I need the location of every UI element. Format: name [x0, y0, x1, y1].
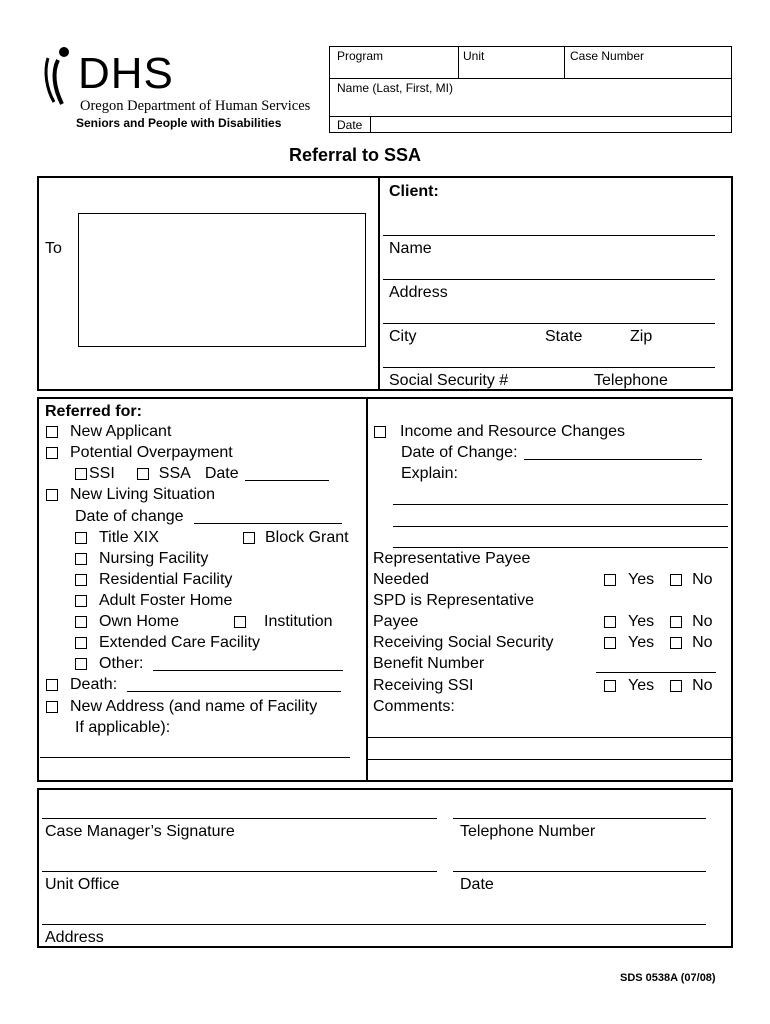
- comments-line-1[interactable]: [368, 737, 731, 738]
- no-label: No: [692, 676, 713, 694]
- new-address-label: New Address (and name of Facility: [70, 697, 318, 715]
- date-of-change-row: [75, 506, 342, 527]
- title-xix-label: Title XIX: [99, 528, 159, 546]
- office-address-input[interactable]: [42, 924, 706, 925]
- client-telephone-field[interactable]: Telephone: [594, 372, 668, 389]
- receiving-ssi-label: Receiving SSI: [373, 677, 474, 694]
- yes-label: Yes: [628, 676, 655, 694]
- other-label: Other:: [99, 654, 144, 672]
- own-home-checkbox[interactable]: [75, 616, 87, 628]
- receiving-ss-no-checkbox[interactable]: [670, 637, 682, 649]
- block-grant-option[interactable]: [243, 527, 349, 548]
- title-xix-checkbox[interactable]: [75, 532, 87, 544]
- extended-care-checkbox[interactable]: [75, 637, 87, 649]
- institution-label: Institution: [264, 612, 333, 630]
- overpayment-date-input[interactable]: [245, 466, 329, 481]
- if-applicable-label: If applicable):: [75, 719, 171, 736]
- client-city-field[interactable]: City: [389, 328, 417, 345]
- institution-checkbox[interactable]: [234, 616, 246, 628]
- yes-label: Yes: [628, 612, 655, 630]
- nursing-facility-label: Nursing Facility: [99, 549, 209, 567]
- client-address-field[interactable]: Address: [389, 284, 448, 301]
- income-changes-label: Income and Resource Changes: [400, 422, 626, 440]
- client-state-field[interactable]: State: [545, 328, 583, 345]
- case-manager-signature-label: Case Manager’s Signature: [45, 823, 235, 840]
- overpayment-date-label: Date: [204, 464, 239, 482]
- income-date-input[interactable]: [524, 445, 702, 460]
- ssa-checkbox[interactable]: [137, 468, 149, 480]
- to-label: To: [45, 240, 62, 257]
- block-grant-label: Block Grant: [265, 528, 349, 546]
- program-field[interactable]: Program: [337, 49, 384, 63]
- new-living-situation-checkbox[interactable]: [46, 489, 58, 501]
- potential-overpayment-checkbox[interactable]: [46, 447, 58, 459]
- form-title: Referral to SSA: [288, 145, 422, 165]
- death-label: Death:: [70, 675, 118, 693]
- death-option[interactable]: [46, 674, 341, 695]
- nursing-facility-option[interactable]: [75, 548, 208, 569]
- unit-office-label: Unit Office: [45, 876, 120, 893]
- ssi-checkbox[interactable]: [75, 468, 87, 480]
- spd-rep-label: SPD is Representative: [373, 592, 534, 609]
- receiving-ssi-no-checkbox[interactable]: [670, 680, 682, 692]
- rep-needed-yes-checkbox[interactable]: [604, 574, 616, 586]
- income-date-row: [401, 442, 702, 463]
- rep-needed-no-checkbox[interactable]: [670, 574, 682, 586]
- form-number: SDS 0538A (07/08): [620, 972, 716, 984]
- other-checkbox[interactable]: [75, 658, 87, 670]
- own-home-option[interactable]: [75, 611, 179, 632]
- receiving-ss-yes-checkbox[interactable]: [604, 637, 616, 649]
- signature-date-label: Date: [460, 876, 494, 893]
- comments-label: Comments:: [373, 698, 455, 715]
- unit-office-input[interactable]: [42, 871, 437, 872]
- date-field[interactable]: Date: [337, 118, 363, 132]
- rep-payee-label: Representative Payee: [373, 550, 531, 567]
- signature-date-input[interactable]: [453, 871, 706, 872]
- receiving-ssi-yes-checkbox[interactable]: [604, 680, 616, 692]
- spd-payee-yes-checkbox[interactable]: [604, 616, 616, 628]
- division-name: Seniors and People with Disabilities: [76, 116, 282, 130]
- telephone-number-input[interactable]: [453, 818, 706, 819]
- death-checkbox[interactable]: [46, 679, 58, 691]
- benefit-number-label: Benefit Number: [373, 655, 485, 672]
- income-changes-checkbox[interactable]: [374, 426, 386, 438]
- nursing-facility-checkbox[interactable]: [75, 553, 87, 565]
- needed-label: Needed: [373, 571, 430, 588]
- potential-overpayment-option[interactable]: [46, 442, 233, 463]
- no-label: No: [692, 633, 713, 651]
- explain-line-2[interactable]: [393, 526, 728, 527]
- to-address-box[interactable]: [78, 213, 366, 347]
- extended-care-option[interactable]: [75, 632, 260, 653]
- residential-facility-option[interactable]: [75, 569, 232, 590]
- name-field[interactable]: Name (Last, First, MI): [337, 81, 454, 95]
- new-applicant-label: New Applicant: [70, 422, 172, 440]
- income-date-label: Date of Change:: [401, 443, 518, 461]
- case-number-field[interactable]: Case Number: [570, 49, 645, 63]
- yes-label: Yes: [628, 633, 655, 651]
- client-name-field[interactable]: Name: [389, 240, 432, 257]
- client-zip-field[interactable]: Zip: [630, 328, 653, 345]
- benefit-number-input[interactable]: [596, 672, 716, 673]
- ssa-label: SSA: [158, 464, 191, 482]
- explain-label: Explain:: [401, 465, 458, 482]
- date-of-change-input[interactable]: [194, 509, 342, 524]
- new-address-checkbox[interactable]: [46, 701, 58, 713]
- new-living-situation-option[interactable]: [46, 484, 215, 505]
- new-living-situation-label: New Living Situation: [70, 485, 215, 503]
- own-home-label: Own Home: [99, 612, 180, 630]
- no-label: No: [692, 612, 713, 630]
- adult-foster-home-checkbox[interactable]: [75, 595, 87, 607]
- adult-foster-home-option[interactable]: [75, 590, 232, 611]
- office-address-label: Address: [45, 929, 104, 946]
- telephone-number-label: Telephone Number: [460, 823, 596, 840]
- department-name: Oregon Department of Human Services: [80, 98, 311, 114]
- residential-facility-label: Residential Facility: [99, 570, 233, 588]
- comments-line-2[interactable]: [368, 759, 731, 760]
- unit-field[interactable]: Unit: [463, 49, 485, 63]
- explain-line-1[interactable]: [393, 504, 728, 505]
- case-manager-signature-input[interactable]: [42, 818, 437, 819]
- client-label: Client:: [389, 183, 439, 200]
- extended-care-label: Extended Care Facility: [99, 633, 260, 651]
- residential-facility-checkbox[interactable]: [75, 574, 87, 586]
- title-xix-option[interactable]: [75, 527, 159, 548]
- block-grant-checkbox[interactable]: [243, 532, 255, 544]
- income-changes-option[interactable]: [374, 421, 625, 442]
- spd-payee-no-checkbox[interactable]: [670, 616, 682, 628]
- rep-payee-needed-yesno: [604, 569, 713, 590]
- receiving-ss-yesno: [604, 632, 713, 653]
- receiving-ssi-yesno: [604, 675, 713, 696]
- death-date-input[interactable]: [127, 677, 341, 692]
- payee-label: Payee: [373, 613, 419, 630]
- potential-overpayment-label: Potential Overpayment: [70, 443, 233, 461]
- client-ssn-field[interactable]: Social Security #: [389, 372, 509, 389]
- dhs-figure-icon: [42, 46, 76, 106]
- ssi-label: SSI: [89, 464, 115, 482]
- spd-payee-yesno: [604, 611, 713, 632]
- new-applicant-option[interactable]: [46, 421, 171, 442]
- overpayment-type-row: [75, 463, 329, 484]
- yes-label: Yes: [628, 570, 655, 588]
- logo-text: DHS: [78, 49, 174, 98]
- referred-for-heading: Referred for:: [45, 403, 142, 420]
- institution-option[interactable]: [234, 611, 332, 632]
- new-applicant-checkbox[interactable]: [46, 426, 58, 438]
- new-address-input[interactable]: [40, 757, 350, 758]
- adult-foster-home-label: Adult Foster Home: [99, 591, 233, 609]
- date-of-change-label: Date of change: [75, 507, 184, 525]
- receiving-ss-label: Receiving Social Security: [373, 634, 554, 651]
- other-option[interactable]: [75, 653, 343, 674]
- no-label: No: [692, 570, 713, 588]
- other-input[interactable]: [153, 656, 343, 671]
- new-address-option[interactable]: [46, 696, 317, 717]
